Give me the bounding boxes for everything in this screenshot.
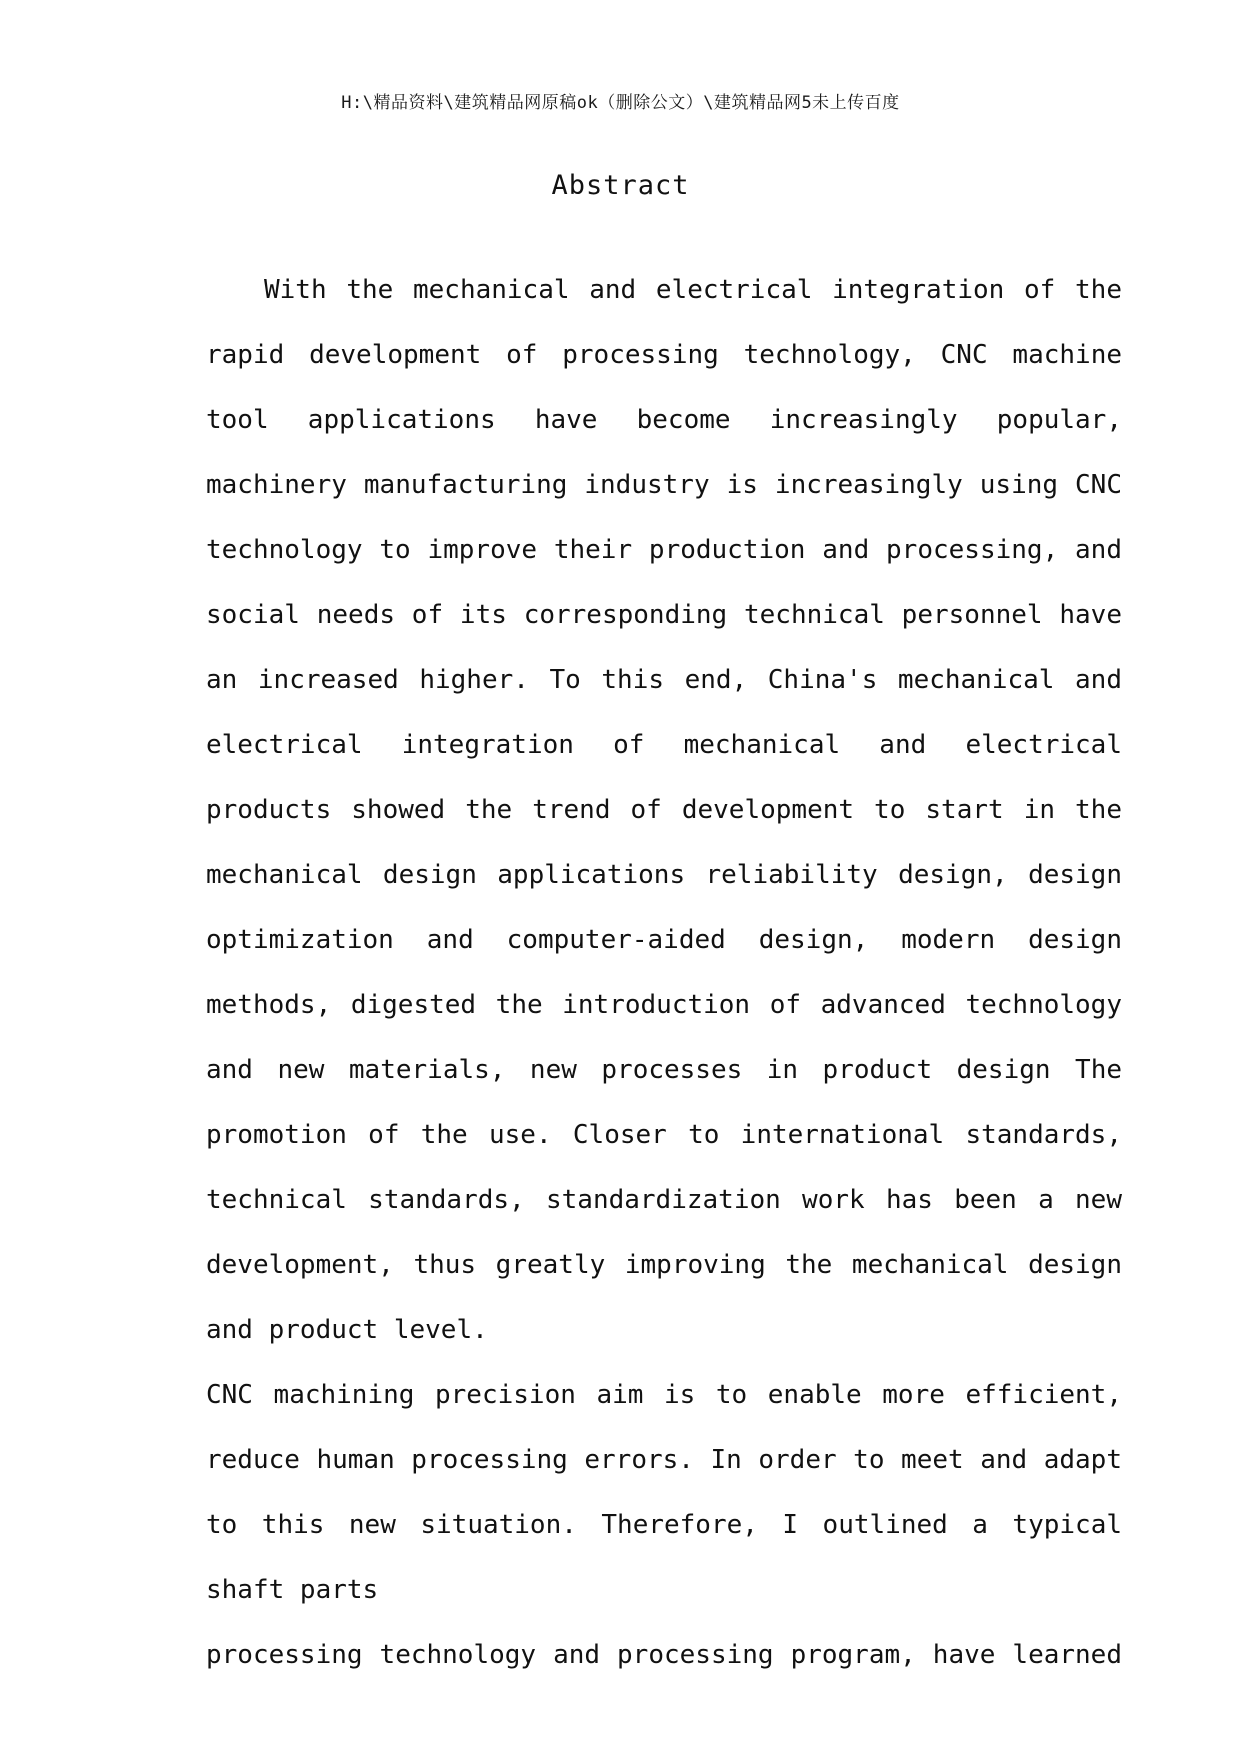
abstract-paragraph-2-text: CNC machining precision aim is to enable more efficient, reduce human processing errors. In order to meet and adapt to this new situation. Therefore, I outlined a typical shaft parts	[206, 1380, 1122, 1605]
abstract-paragraph-2-last-line: processing technology and processing program, have learned	[206, 1640, 1122, 1670]
abstract-body	[206, 258, 1122, 1670]
abstract-paragraph-2	[206, 1363, 1122, 1670]
abstract-paragraph-1: With the mechanical and electrical integration of the rapid development of processing technology, CNC machine tool applications have become increasingly popular, machinery manufacturing industry is increasingly using CNC technology to improve their production and processing, and social needs of its corresponding technical personnel have an increased higher. To this end, China's mechanical and electrical integration of mechanical and electrical products showed the trend of development to start in the mechanical design applications reliability design, design optimization and computer-aided design, modern design methods, digested the introduction of advanced technology and new materials, new processes in product design The promotion of the use. Closer to international standards, technical standards, standardization work has been a new development, thus greatly improving the mechanical design and product level.	[206, 275, 1122, 1345]
abstract-title: Abstract	[551, 170, 690, 201]
document-header-path: H:\精品资料\建筑精品网原稿ok（删除公文）\建筑精品网5未上传百度	[341, 93, 900, 113]
